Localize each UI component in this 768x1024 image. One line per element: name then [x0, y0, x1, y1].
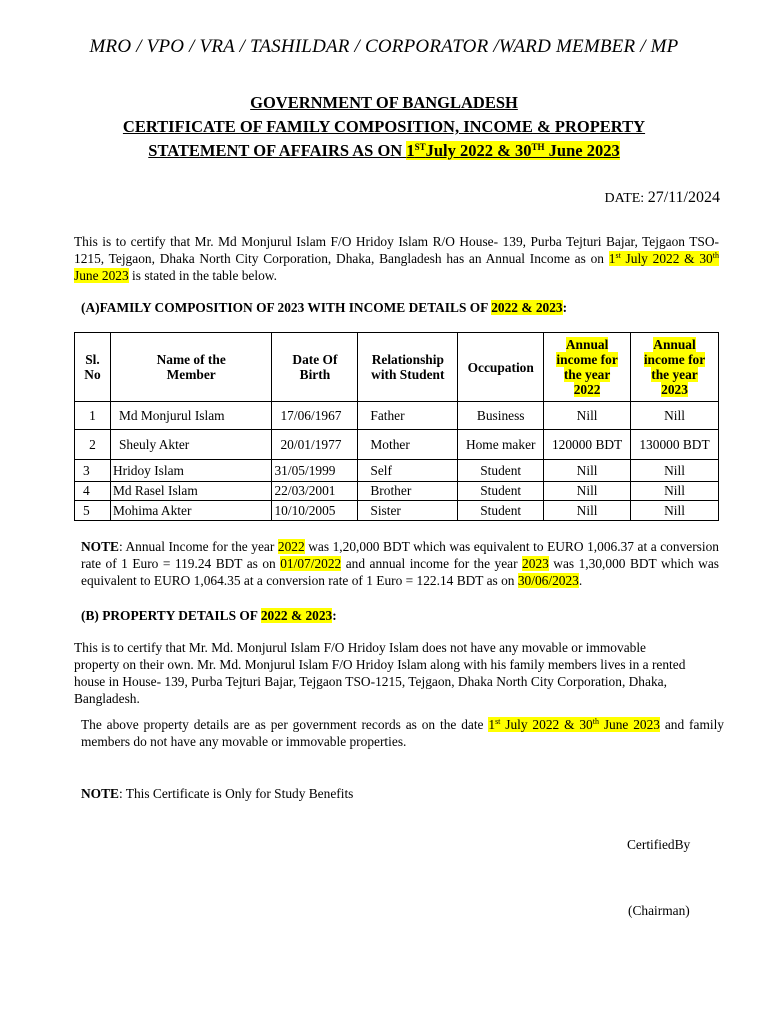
table-cell: 130000 BDT — [631, 430, 719, 460]
table-cell: Brother — [358, 482, 458, 501]
table-cell: Sister — [358, 501, 458, 521]
table-cell: Md Rasel Islam — [110, 482, 272, 501]
table-cell: Mother — [358, 430, 458, 460]
table-row — [75, 460, 719, 482]
table-cell: 120000 BDT — [544, 430, 631, 460]
table-cell: Nill — [544, 482, 631, 501]
header-income-2023: Annual income for the year 2023 — [631, 333, 719, 402]
header-sl-no: Sl. No — [75, 333, 111, 402]
table-cell: Sheuly Akter — [110, 430, 272, 460]
table-row — [75, 402, 719, 430]
table-cell: 3 — [75, 460, 111, 482]
table-cell: Self — [358, 460, 458, 482]
table-cell: Student — [458, 501, 544, 521]
table-cell: Business — [458, 402, 544, 430]
table-cell: Md Monjurul Islam — [110, 402, 272, 430]
authority-line: MRO / VPO / VRA / TASHILDAR / CORPORATOR /WARD MEMBER / MP — [89, 36, 679, 57]
header-occupation: Occupation — [458, 333, 544, 402]
table-cell: 31/05/1999 — [272, 460, 358, 482]
table-cell: Nill — [544, 501, 631, 521]
income-note: NOTE: Annual Income for the year 2022 was 1,20,000 BDT which was equivalent to EURO 1,006.37 at a conversion rate of 1 Euro = 119.24 BDT as on 01/07/2022 and annual income for the year 2023 was 1,30,000 BDT which was equivalent to EURO 1,064.35 at a conversion rate of 1 Euro = 122.14 BDT as on 30/06/2023. — [81, 539, 719, 588]
records-paragraph: The above property details are as per government records as on the date 1st July 2022 & 30th June 2023 and family members do not have any movable or immovable properties. — [81, 717, 724, 749]
document-date: DATE: 27/11/2024 — [604, 189, 720, 206]
table-cell: 5 — [75, 501, 111, 521]
table-cell: 17/06/1967 — [272, 402, 358, 430]
header-relationship: Relationship with Student — [358, 333, 458, 402]
family-composition-table — [74, 332, 719, 521]
header-income-2022: Annual income for the year 2022 — [544, 333, 631, 402]
study-note: NOTE: This Certificate is Only for Study Benefits — [81, 786, 354, 801]
table-cell: 22/03/2001 — [272, 482, 358, 501]
table-header-row — [75, 333, 719, 402]
table-cell: 2 — [75, 430, 111, 460]
table-cell: Student — [458, 460, 544, 482]
table-cell: Nill — [631, 402, 719, 430]
table-cell: Nill — [631, 460, 719, 482]
chairman-signature: (Chairman) — [628, 903, 690, 918]
table-row — [75, 501, 719, 521]
table-row — [75, 430, 719, 460]
certified-by: CertifiedBy — [627, 837, 691, 852]
table-cell: Nill — [631, 482, 719, 501]
header-statement-title: STATEMENT OF AFFAIRS AS ON 1STJuly 2022 & 30TH June 2023 — [148, 141, 620, 160]
table-cell: Home maker — [458, 430, 544, 460]
table-cell: Student — [458, 482, 544, 501]
header-government: GOVERNMENT OF BANGLADESH — [250, 93, 518, 112]
header-certificate-title: CERTIFICATE OF FAMILY COMPOSITION, INCOME & PROPERTY — [122, 117, 646, 136]
header-dob: Date Of Birth — [272, 333, 358, 402]
table-cell: 20/01/1977 — [272, 430, 358, 460]
section-a-heading: (A)FAMILY COMPOSITION OF 2023 WITH INCOME DETAILS OF 2022 & 2023: — [81, 300, 568, 315]
table-cell: Father — [358, 402, 458, 430]
table-cell: Hridoy Islam — [110, 460, 272, 482]
section-b-heading: (B) PROPERTY DETAILS OF 2022 & 2023: — [81, 608, 337, 623]
table-cell: Nill — [544, 460, 631, 482]
table-row — [75, 482, 719, 501]
table-cell: 10/10/2005 — [272, 501, 358, 521]
property-paragraph: This is to certify that Mr. Md. Monjurul Islam F/O Hridoy Islam does not have any movable or immovable property on their own. Mr. Md. Monjurul Islam F/O Hridoy Islam along with his family members lives in a rented house in House- 139, Purba Tejturi Bajar, Tejgaon TSO-1215, Tejgaon, Dhaka North City Corporation, Dhaka, Bangladesh. — [74, 640, 686, 706]
table-cell: 4 — [75, 482, 111, 501]
table-cell: Nill — [631, 501, 719, 521]
intro-paragraph: This is to certify that Mr. Md Monjurul Islam F/O Hridoy Islam R/O House- 139, Purba Tejturi Bajar, Tejgaon TSO-1215, Tejgaon, Dhaka North City Corporation, Dhaka, Bangladesh has an Annual Income as on 1st July 2022 & 30th June 2023 is stated in the table below. — [74, 234, 719, 283]
table-cell: Nill — [544, 402, 631, 430]
header-name: Name of the Member — [110, 333, 272, 402]
table-cell: Mohima Akter — [110, 501, 272, 521]
table-cell: 1 — [75, 402, 111, 430]
